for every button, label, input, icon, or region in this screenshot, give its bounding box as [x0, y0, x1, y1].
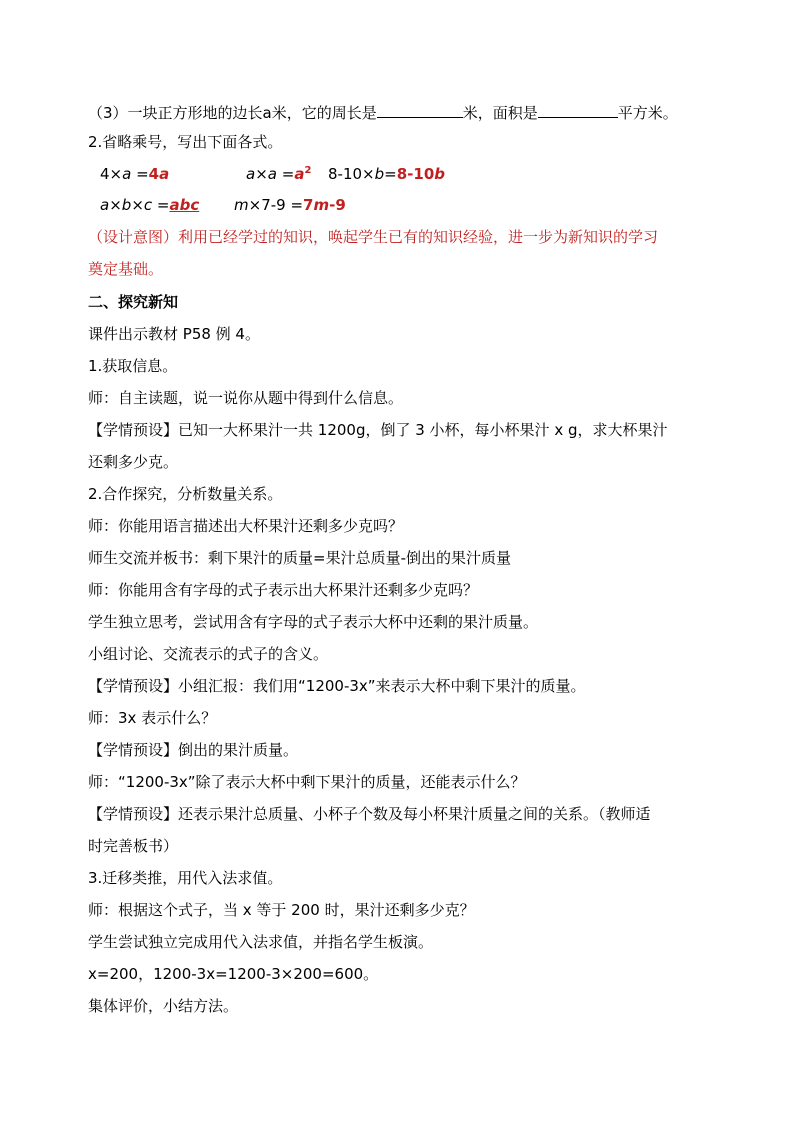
question-3-line [88, 101, 678, 123]
expr-2-eq: = [276, 165, 295, 183]
expr-2-times: × [255, 165, 268, 183]
expr-1-left: 4× [100, 165, 123, 183]
body-line: x=200，1200-3x=1200-3×200=600。 [88, 965, 379, 983]
body-line: 集体评价，小结方法。 [88, 997, 239, 1015]
body-line: 师：自主读题，说一说你从题中得到什么信息。 [88, 389, 404, 407]
expr-4-a: a [100, 196, 110, 214]
body-line: 时完善板书） [88, 837, 179, 855]
expr-2-answer-base: a [294, 165, 305, 183]
expr-4-b: b [121, 196, 132, 214]
expr-2-a1: a [246, 165, 256, 183]
expr-5-rest: ×7-9 = [248, 196, 304, 214]
section-heading: 二、探究新知 [88, 293, 179, 311]
expr-4-c: c [143, 196, 153, 214]
body-line: 师：3x 表示什么？ [88, 709, 217, 727]
expr-1 [100, 164, 169, 184]
body-line: 【学情预设】小组汇报：我们用“1200-3x”来表示大杯中剩下果汁的质量。 [88, 677, 586, 695]
expr-4 [100, 195, 199, 215]
expr-5-m: m [234, 196, 249, 214]
expr-5-answer-tail: -9 [329, 196, 346, 214]
expr-5-answer-var: m [313, 196, 330, 214]
expr-4-eq: = [152, 196, 170, 214]
expr-4-times-1: × [109, 196, 122, 214]
expr-1-var: a [122, 165, 132, 183]
expr-3-answer-var: b [434, 165, 446, 183]
expression-row-2 [100, 195, 346, 215]
expression-row-1 [100, 164, 446, 184]
expr-3 [328, 164, 445, 184]
design-intent-line-1: （设计意图）利用已经学过的知识，唤起学生已有的知识经验，进一步为新知识的学习 [88, 228, 659, 246]
body-line: 小组讨论、交流表示的式子的含义。 [88, 645, 329, 663]
perimeter-blank [377, 101, 463, 118]
body-line: 师：你能用含有字母的式子表示出大杯果汁还剩多少克吗？ [88, 581, 479, 599]
q3-prefix: （3）一块正方形地的边长a米，它的周长是 [88, 104, 377, 122]
expr-3-var: b [374, 165, 385, 183]
question-2-title: 2.省略乘号，写出下面各式。 [88, 133, 283, 151]
body-line: 【学情预设】已知一大杯果汁一共 1200g，倒了 3 小杯，每小杯果汁 x g，求大杯果汁 [88, 421, 668, 439]
expr-4-times-2: × [131, 196, 144, 214]
expr-1-answer-num: 4 [148, 165, 160, 183]
body-line: 师生交流并板书：剩下果汁的质量=果汁总质量-倒出的果汁质量 [88, 549, 511, 567]
design-intent-line-2: 奠定基础。 [88, 260, 164, 278]
expr-3-eq: = [384, 165, 397, 183]
body-line: 2.合作探究，分析数量关系。 [88, 485, 283, 503]
body-line: 3.迁移类推，用代入法求值。 [88, 869, 283, 887]
expr-1-answer-var: a [159, 165, 170, 183]
body-line: 【学情预设】还表示果汁总质量、小杯子个数及每小杯果汁质量之间的关系。（教师适 [88, 805, 651, 823]
body-line: 课件出示教材 P58 例 4。 [88, 325, 260, 343]
expr-3-left: 8-10× [328, 165, 375, 183]
expr-2 [246, 164, 311, 184]
expr-2-answer-exp: 2 [304, 165, 312, 176]
expr-5 [234, 195, 346, 215]
body-line: 还剩多少克。 [88, 453, 179, 471]
q3-suffix: 平方米。 [617, 104, 678, 122]
body-line: 1.获取信息。 [88, 357, 178, 375]
q3-mid: 米，面积是 [462, 104, 538, 122]
body-line: 【学情预设】倒出的果汁质量。 [88, 741, 299, 759]
area-blank [538, 101, 618, 118]
expr-1-eq: = [131, 165, 149, 183]
body-line: 师：“1200-3x”除了表示大杯中剩下果汁的质量，还能表示什么？ [88, 773, 526, 791]
expr-5-answer-num: 7 [303, 196, 314, 214]
body-line: 师：根据这个式子，当 x 等于 200 时，果汁还剩多少克？ [88, 901, 475, 919]
body-line: 学生独立思考，尝试用含有字母的式子表示大杯中还剩的果汁质量。 [88, 613, 539, 631]
expr-4-answer: abc [169, 196, 200, 214]
body-line: 师：你能用语言描述出大杯果汁还剩多少克吗？ [88, 517, 404, 535]
body-line: 学生尝试独立完成用代入法求值，并指名学生板演。 [88, 933, 434, 951]
expr-2-a2: a [267, 165, 277, 183]
expr-3-answer: 8-10 [396, 165, 435, 183]
